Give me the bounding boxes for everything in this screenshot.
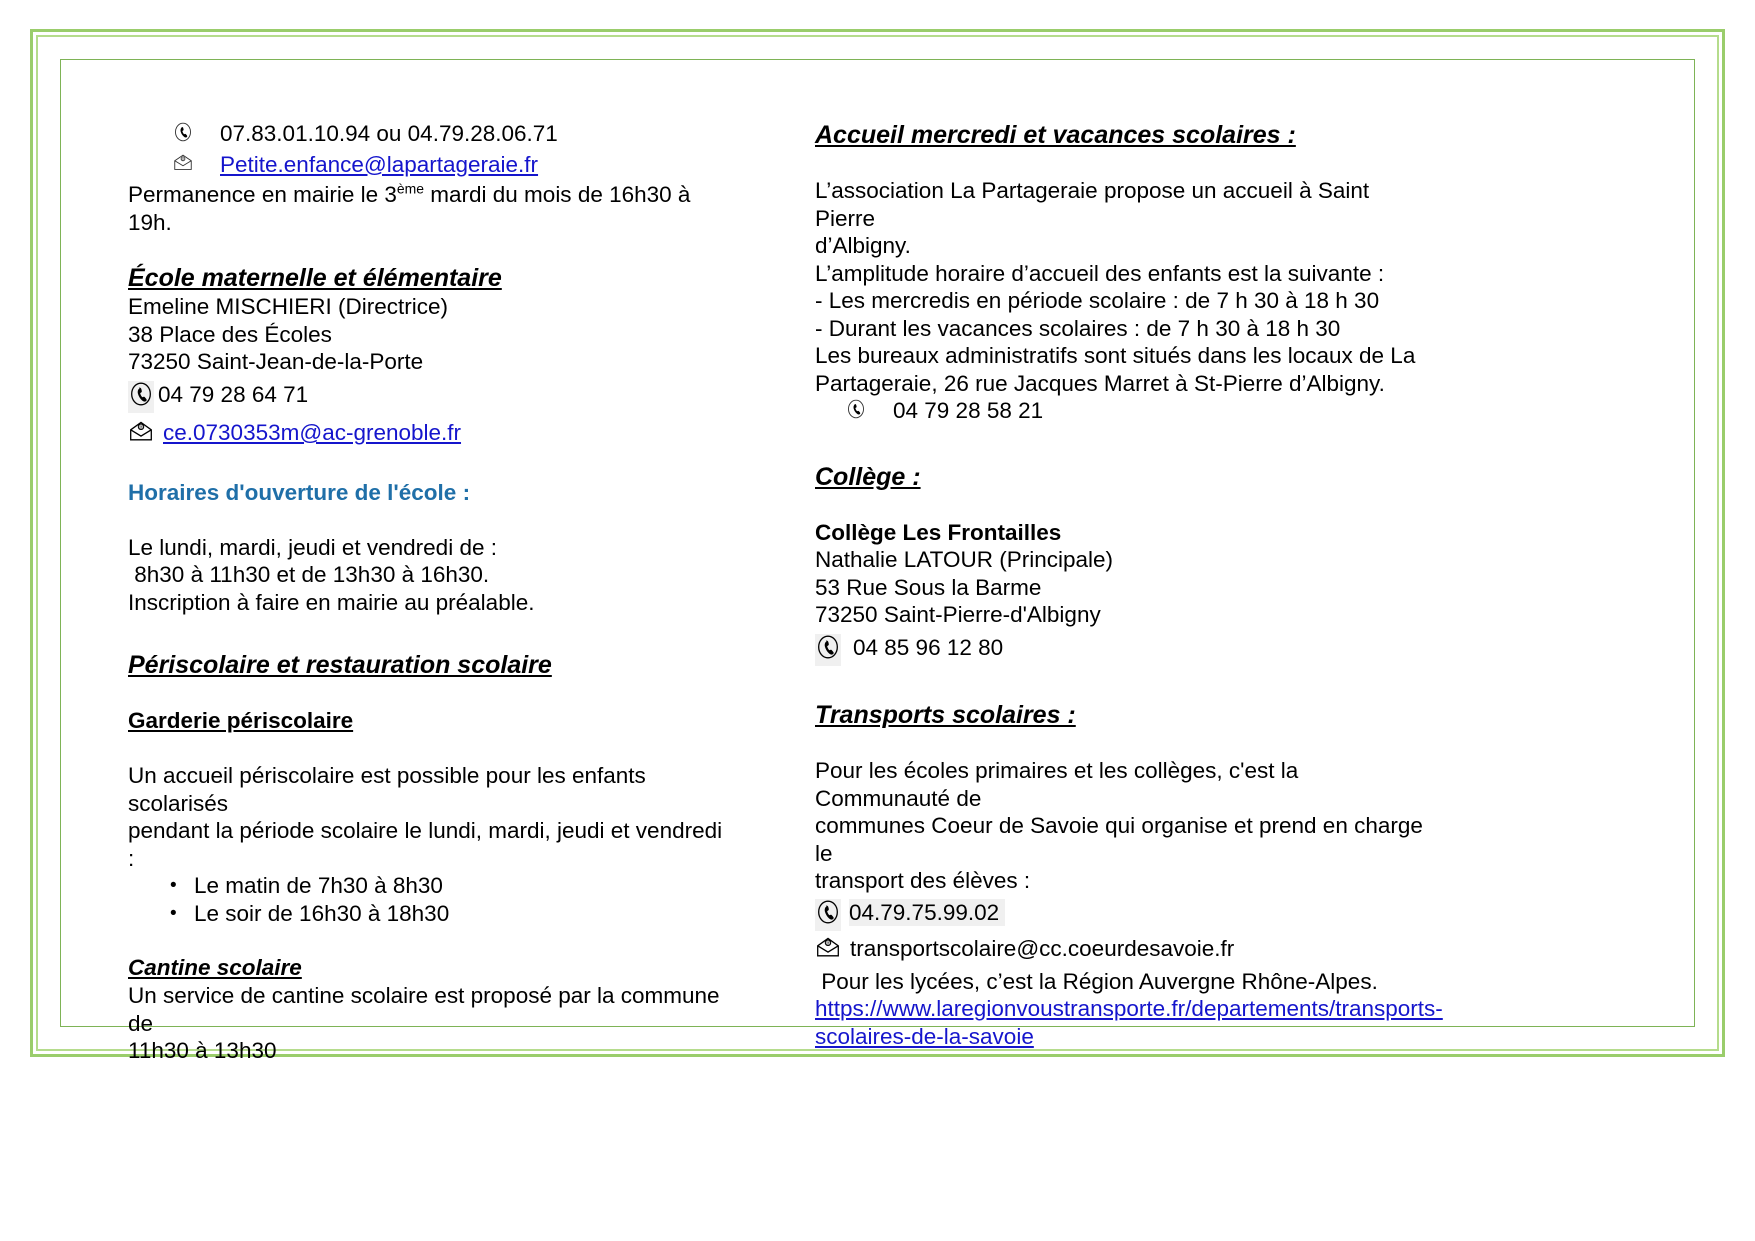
left-column — [128, 120, 728, 1065]
garderie-bullet-1: Le matin de 7h30 à 8h30 — [194, 873, 443, 898]
periscolaire-heading: Périscolaire et restauration scolaire — [128, 651, 552, 679]
transports-url-link-line-1[interactable]: https://www.laregionvoustransporte.fr/departements/transports- — [815, 996, 1443, 1021]
accueil-line-5: - Durant les vacances scolaires : de 7 h 30 à 18 h 30 — [815, 315, 1341, 341]
college-address-line-1: 53 Rue Sous la Barme — [815, 574, 1042, 600]
accueil-line-6: Les bureaux administratifs sont situés dans les locaux de La — [815, 343, 1416, 368]
phone-icon — [815, 899, 841, 932]
college-phone-row — [815, 634, 1435, 667]
phone-icon — [128, 381, 154, 414]
transports-heading: Transports scolaires : — [815, 701, 1076, 729]
petite-enfance-email-link[interactable]: Petite.enfance@lapartageraie.fr — [220, 151, 539, 177]
horaires-heading: Horaires d'ouverture de l'école : — [128, 479, 471, 505]
list-item — [128, 872, 728, 900]
transports-line-3: transport des élèves : — [815, 868, 1031, 893]
periscolaire-heading-wrap — [128, 650, 728, 680]
permanence-ordinal: ème — [396, 180, 425, 197]
horaires-line-1: Le lundi, mardi, jeudi et vendredi de : — [128, 534, 497, 560]
accueil-line-3: L’amplitude horaire d’accueil des enfants est la suivante : — [815, 260, 1385, 286]
garderie-paragraph-line-2: pendant la période scolaire le lundi, mardi, jeudi et vendredi : — [128, 818, 729, 871]
permanence-mairie-line — [128, 181, 728, 236]
ecole-email-link[interactable]: ce.0730353m@ac-grenoble.fr — [163, 420, 462, 445]
envelope-icon — [815, 935, 841, 968]
svg-text:@: @ — [181, 156, 185, 161]
petite-enfance-phone-row — [128, 120, 728, 151]
transports-line-2: communes Coeur de Savoie qui organise et prend en charge le — [815, 813, 1430, 866]
svg-text:@: @ — [825, 940, 831, 946]
accueil-line-2: d’Albigny. — [815, 233, 911, 258]
transports-line-1: Pour les écoles primaires et les collèges, c'est la Communauté de — [815, 758, 1305, 811]
transports-email-row — [815, 935, 1435, 968]
list-item — [128, 900, 728, 928]
garderie-heading: Garderie périscolaire — [128, 708, 354, 733]
college-name: Collège Les Frontailles — [815, 519, 1062, 545]
garderie-bullet-list — [128, 872, 728, 927]
transports-phone: 04.79.75.99.02 — [849, 899, 1005, 927]
college-address-line-2: 73250 Saint-Pierre-d'Albigny — [815, 602, 1101, 627]
college-heading-wrap — [815, 462, 1435, 492]
petite-enfance-phone: 07.83.01.10.94 ou 04.79.28.06.71 — [220, 121, 558, 146]
permanence-text-before: Permanence en mairie le 3 — [128, 182, 397, 207]
cantine-line-1: Un service de cantine scolaire est proposé par la commune de — [128, 983, 726, 1036]
transports-phone-row — [815, 899, 1435, 932]
cantine-heading-wrap — [128, 954, 728, 982]
cantine-line-2: 11h30 à 13h30 — [128, 1038, 277, 1063]
envelope-icon — [128, 419, 154, 452]
transports-url-link-line-2[interactable]: scolaires-de-la-savoie — [815, 1023, 1034, 1049]
ecole-director: Emeline MISCHIERI (Directrice) — [128, 294, 449, 319]
accueil-heading-wrap — [815, 120, 1435, 150]
phone-icon — [815, 634, 841, 667]
horaires-heading-wrap — [128, 479, 728, 507]
ecole-phone-row — [128, 381, 728, 414]
phone-icon — [172, 120, 194, 151]
ecole-address-line-2: 73250 Saint-Jean-de-la-Porte — [128, 349, 424, 374]
college-phone: 04 85 96 12 80 — [853, 634, 1004, 660]
garderie-paragraph-line-1: Un accueil périscolaire est possible pour les enfants scolarisés — [128, 763, 653, 816]
ecole-heading: École maternelle et élémentaire — [128, 264, 502, 292]
accueil-line-4: - Les mercredis en période scolaire : de 7 h 30 à 18 h 30 — [815, 288, 1380, 313]
horaires-line-3: Inscription à faire en mairie au préalable. — [128, 589, 535, 615]
accueil-line-1: L’association La Partageraie propose un accueil à Saint Pierre — [815, 178, 1376, 231]
ecole-address-line-1: 38 Place des Écoles — [128, 321, 332, 347]
horaires-line-2: 8h30 à 11h30 et de 13h30 à 16h30. — [128, 562, 490, 587]
svg-text:@: @ — [138, 424, 144, 430]
college-heading: Collège : — [815, 462, 921, 491]
accueil-phone-row — [815, 397, 1435, 428]
permanence-text-after: mardi du mois de 16h30 à 19h. — [128, 182, 697, 235]
ecole-phone: 04 79 28 64 71 — [158, 381, 309, 407]
garderie-bullet-2: Le soir de 16h30 à 18h30 — [194, 900, 450, 926]
accueil-line-7: Partageraie, 26 rue Jacques Marret à St-Pierre d’Albigny. — [815, 370, 1385, 396]
ecole-heading-wrap — [128, 263, 728, 293]
right-column — [815, 120, 1443, 1050]
college-principal: Nathalie LATOUR (Principale) — [815, 547, 1114, 572]
phone-icon — [845, 397, 867, 428]
accueil-heading: Accueil mercredi et vacances scolaires : — [815, 121, 1296, 149]
cantine-heading: Cantine scolaire — [128, 955, 302, 980]
accueil-phone: 04 79 28 58 21 — [893, 398, 1044, 423]
garderie-heading-wrap — [128, 707, 728, 735]
envelope-icon — [172, 151, 194, 182]
transports-lycee-line: Pour les lycées, c’est la Région Auvergne Rhône-Alpes. — [815, 968, 1378, 994]
transports-heading-wrap — [815, 700, 1435, 730]
transports-email: transportscolaire@cc.coeurdesavoie.fr — [850, 936, 1235, 961]
ecole-email-row — [128, 419, 728, 452]
petite-enfance-email-row — [128, 151, 728, 182]
